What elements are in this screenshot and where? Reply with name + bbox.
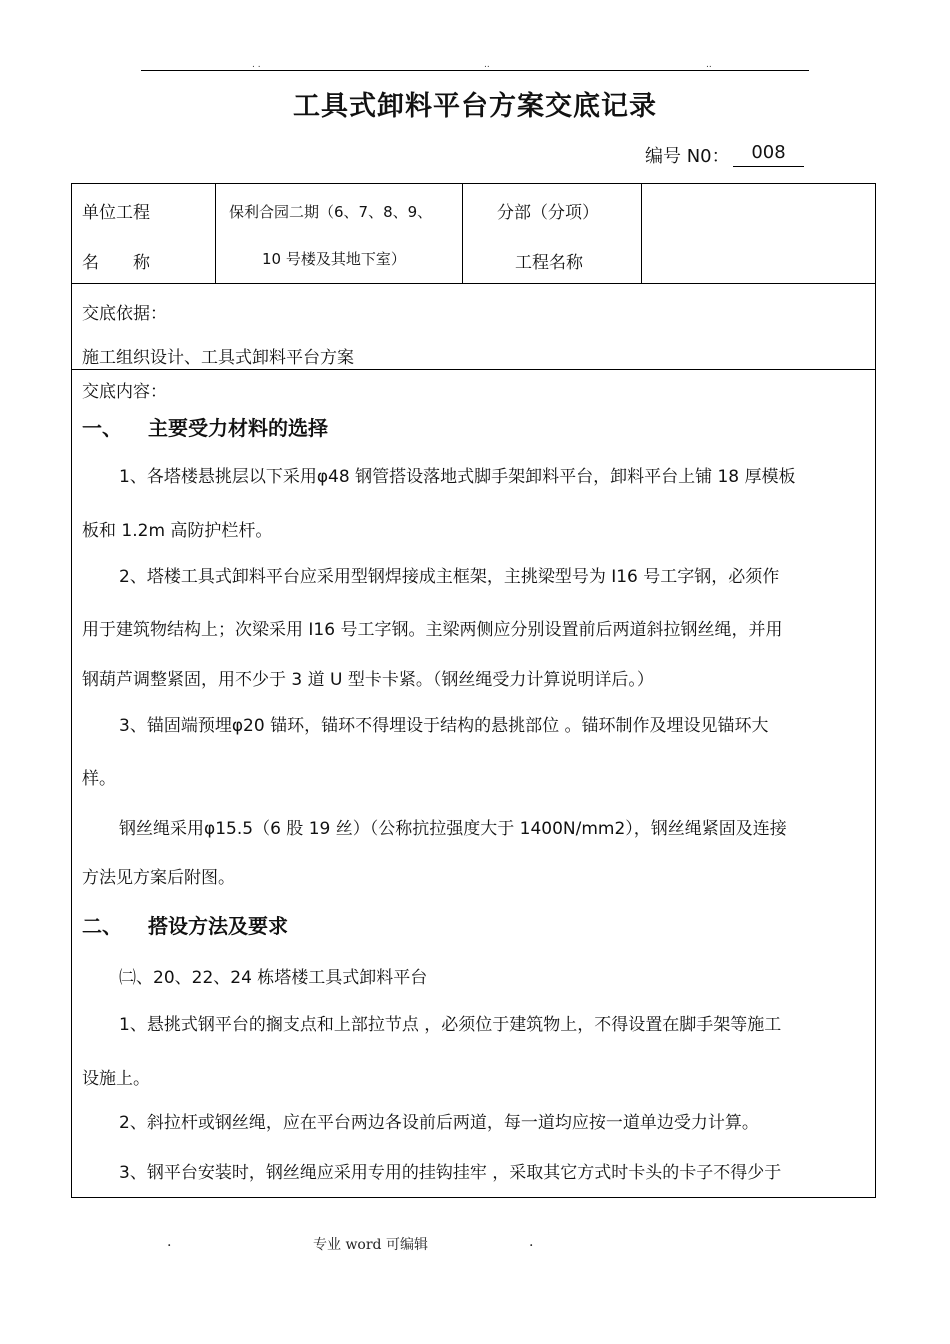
footer-dot: .	[167, 1234, 172, 1250]
header-dots: ..	[484, 60, 490, 70]
section1-number: 一、	[82, 416, 122, 440]
table-row-divider	[71, 369, 876, 370]
record-table	[71, 183, 876, 1198]
header-dots: ..	[706, 60, 712, 70]
section2-title: 搭设方法及要求	[148, 914, 288, 938]
header-dots: . .	[252, 60, 261, 70]
paragraph-line: 钢丝绳采用φ15.5（6 股 19 丝）（公称抗拉强度大于 1400N/mm2），钢丝绳紧固及连接	[119, 819, 787, 839]
header-rule	[141, 70, 809, 71]
paragraph-line: 钢葫芦调整紧固，用不少于 3 道 U 型卡卡紧。（钢丝绳受力计算说明详后。）	[82, 670, 654, 690]
paragraph-line: 2、斜拉杆或钢丝绳，应在平台两边各设前后两道，每一道均应按一道单边受力计算。	[119, 1113, 759, 1133]
division-label: 分部（分项）	[497, 203, 599, 223]
doc-number-value: 008	[733, 142, 804, 167]
division-label-name: 工程名称	[515, 253, 583, 273]
paragraph-line: 方法见方案后附图。	[82, 868, 235, 888]
table-col-divider	[641, 183, 642, 283]
unit-project-label: 单位工程	[82, 203, 150, 223]
basis-label: 交底依据：	[82, 304, 167, 324]
paragraph-line: 3、锚固端预埋φ20 锚环，锚环不得埋设于结构的悬挑部位 。锚环制作及埋设见锚环大	[119, 716, 769, 736]
paragraph-line: ㈡、20、22、24 栋塔楼工具式卸料平台	[119, 968, 428, 988]
table-row-divider	[71, 283, 876, 284]
doc-number-label: 编号 N0：	[645, 146, 730, 167]
paragraph-line: 3、钢平台安装时，钢丝绳应采用专用的挂钩挂牢 ，采取其它方式时卡头的卡子不得少于	[119, 1163, 782, 1183]
unit-project-value: 保利合园二期（6、7、8、9、	[229, 203, 433, 221]
section2-number: 二、	[82, 914, 122, 938]
footer-dot: .	[529, 1234, 534, 1250]
content-label: 交底内容：	[82, 382, 167, 402]
paragraph-line: 样。	[82, 769, 116, 789]
unit-project-value-cont: 10 号楼及其地下室）	[262, 250, 406, 268]
section1-title: 主要受力材料的选择	[148, 416, 328, 440]
table-col-divider	[462, 183, 463, 283]
basis-text: 施工组织设计、工具式卸料平台方案	[82, 348, 354, 368]
table-col-divider	[215, 183, 216, 283]
paragraph-line: 板和 1.2m 高防护栏杆。	[82, 521, 273, 541]
paragraph-line: 1、悬挑式钢平台的搁支点和上部拉节点 ，必须位于建筑物上，不得设置在脚手架等施工	[119, 1015, 782, 1035]
paragraph-line: 2、塔楼工具式卸料平台应采用型钢焊接成主框架，主挑梁型号为 I16 号工字钢，必须作	[119, 567, 780, 587]
document-title: 工具式卸料平台方案交底记录	[293, 91, 657, 122]
unit-project-label-name: 名 称	[82, 253, 150, 273]
paragraph-line: 用于建筑物结构上；次梁采用 I16 号工字钢。主梁两侧应分别设置前后两道斜拉钢丝绳，并用	[82, 620, 783, 640]
paragraph-line: 设施上。	[82, 1069, 150, 1089]
paragraph-line: 1、各塔楼悬挑层以下采用φ48 钢管搭设落地式脚手架卸料平台，卸料平台上铺 18 厚模板	[119, 467, 796, 487]
footer-text: 专业 word 可编辑	[313, 1237, 428, 1253]
